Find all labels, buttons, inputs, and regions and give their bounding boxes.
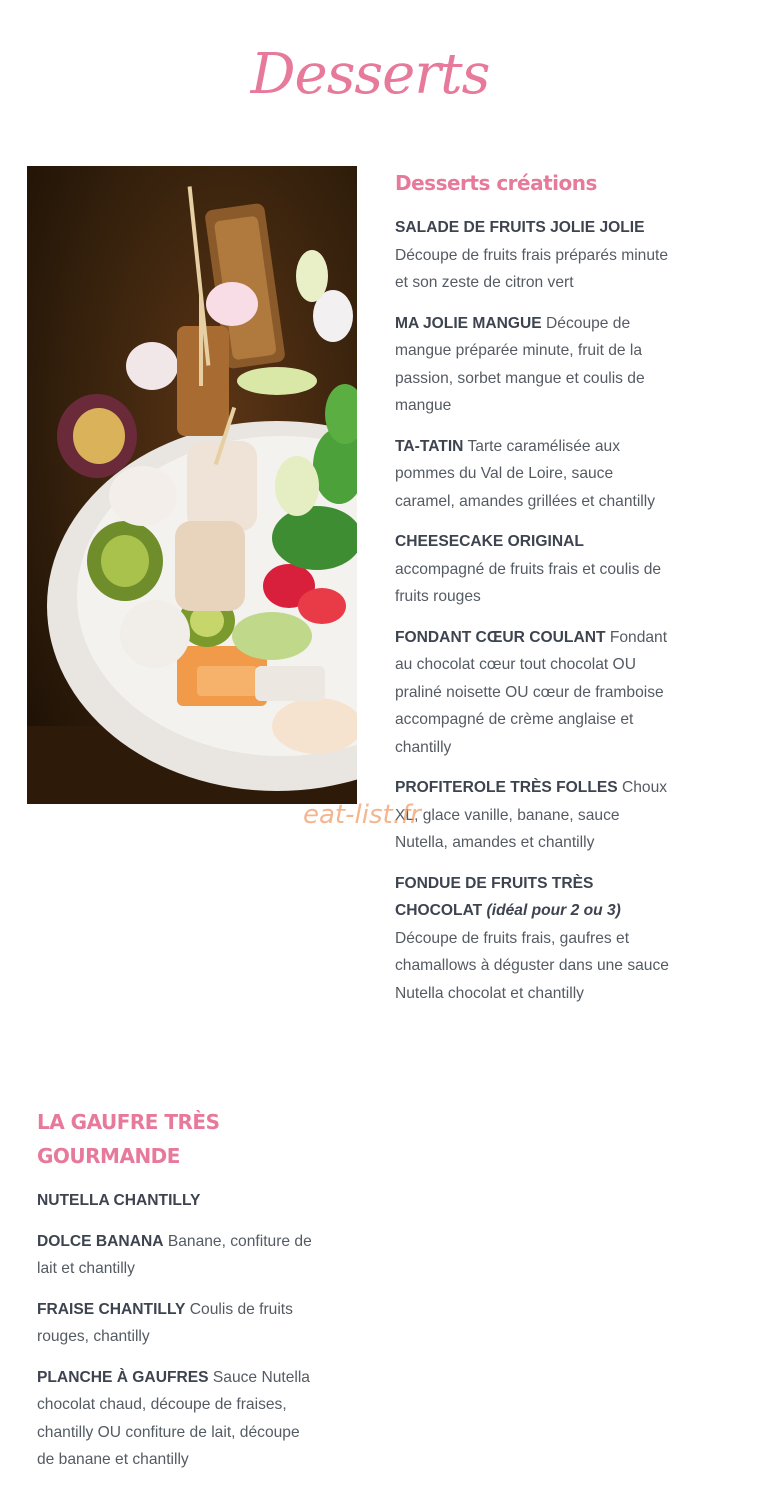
item-name: FRAISE CHANTILLY (37, 1300, 186, 1318)
item-name: PROFITEROLE TRÈS FOLLES (395, 779, 618, 796)
menu-item (37, 1187, 312, 1215)
item-desc: Choux XL, glace vanille, banane, sauce Nutella, amandes et chantilly (395, 779, 668, 851)
item-name: NUTELLA CHANTILLY (37, 1192, 201, 1209)
item-name: CHEESECAKE ORIGINAL (395, 533, 584, 550)
item-desc: Découpe de fruits frais, gaufres et chamallows à déguster dans une sauce Nutella chocolat et chantilly (395, 929, 669, 1002)
item-name: PLANCHE À GAUFRES (37, 1368, 209, 1386)
menu-item (395, 870, 670, 1008)
item-note: (idéal pour 2 ou 3) (486, 902, 621, 919)
desserts-creations-section (395, 166, 670, 1020)
watermark: eat-list.fr (303, 800, 421, 830)
gaufre-section (37, 1105, 312, 1487)
item-name: SALADE DE FRUITS JOLIE JOLIE (395, 219, 645, 236)
menu-item (395, 528, 670, 611)
dessert-photo (27, 166, 357, 804)
menu-item (37, 1228, 312, 1283)
menu-item (395, 774, 670, 857)
item-name: TA-TATIN (395, 437, 464, 455)
item-desc: Découpe de mangue préparée minute, fruit de la passion, sorbet mangue et coulis de mangue (395, 314, 645, 414)
menu-item (395, 214, 670, 297)
menu-item (395, 310, 670, 420)
item-name: FONDANT CŒUR COULANT (395, 628, 606, 646)
item-name: DOLCE BANANA (37, 1232, 164, 1250)
item-name: FONDUE DE FRUITS TRÈS CHOCOLAT (395, 874, 594, 919)
item-desc: Tarte caramélisée aux pommes du Val de Loire, sauce caramel, amandes grillées et chantilly (395, 437, 656, 510)
menu-item (395, 624, 670, 762)
item-desc: accompagné de fruits frais et coulis de fruits rouges (395, 560, 662, 605)
item-desc: Sauce Nutella chocolat chaud, découpe de fraises, chantilly OU confiture de lait, découpe de banane et chantilly (37, 1368, 310, 1468)
item-name: MA JOLIE MANGUE (395, 314, 542, 332)
menu-item (37, 1296, 312, 1351)
menu-item (395, 433, 670, 516)
page-title: Desserts (250, 42, 490, 107)
menu-item (37, 1364, 312, 1474)
item-desc: Banane, confiture de lait et chantilly (37, 1232, 312, 1277)
item-desc: Découpe de fruits frais préparés minute et son zeste de citron vert (395, 246, 669, 291)
section-title: Desserts créations (395, 171, 597, 195)
item-desc: Coulis de fruits rouges, chantilly (37, 1300, 293, 1345)
section-title: LA GAUFRE TRÈS GOURMANDE (37, 1110, 220, 1168)
item-desc: Fondant au chocolat cœur tout chocolat OU praliné noisette OU cœur de framboise accompagné de crème anglaise et chantilly (395, 628, 668, 756)
